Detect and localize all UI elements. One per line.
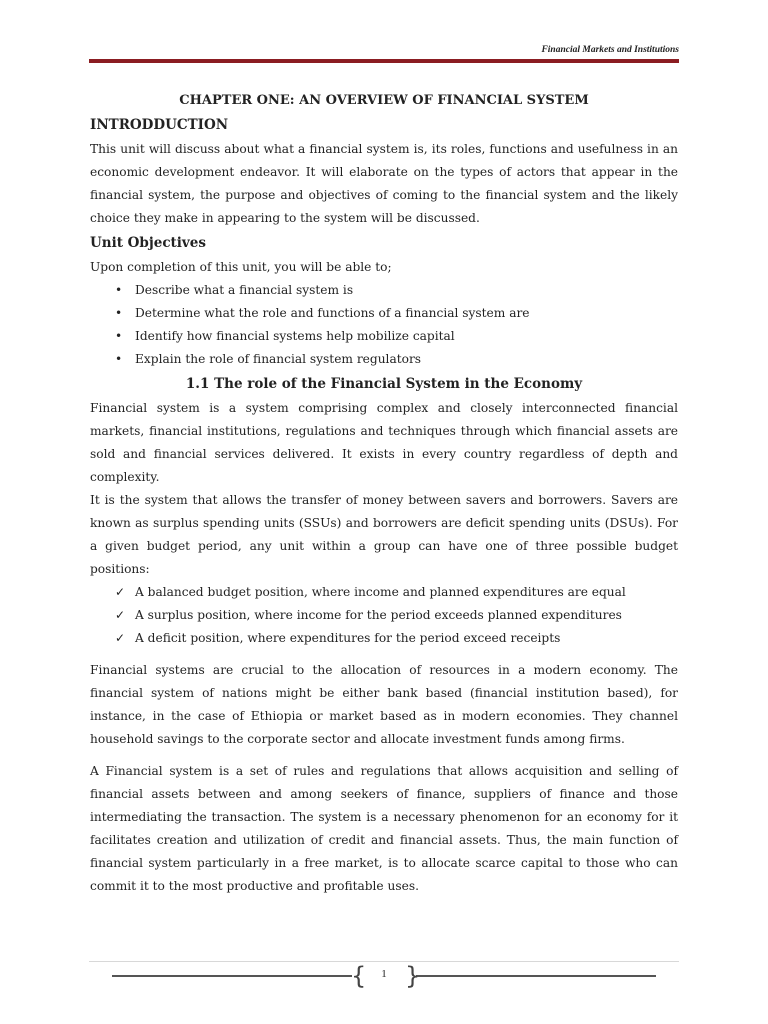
footer-divider (89, 961, 679, 962)
running-header-title: Financial Markets and Institutions (541, 45, 679, 55)
checkmark-icon: ✓ (115, 631, 126, 645)
unit-objectives-heading: Unit Objectives (90, 235, 206, 251)
section-paragraph-1: Financial system is a system comprising complex and closely interconnected financial markets, financial institutions, regulations and techniques through which financial assets are sold and financial services delivered. It exists in every country regardless of depth and complexity. (90, 401, 678, 484)
chapter-title: CHAPTER ONE: AN OVERVIEW OF FINANCIAL SYSTEM (179, 93, 589, 108)
header-rule (89, 59, 679, 63)
right-brace-icon: } (405, 962, 421, 990)
section-1-1-heading: 1.1 The role of the Financial System in the Economy (185, 376, 583, 392)
checkmark-icon: ✓ (115, 585, 126, 599)
page-body (90, 90, 678, 898)
introduction-heading: INTRODDUCTION (90, 117, 229, 133)
section-paragraph-4: A Financial system is a set of rules and regulations that allows acquisition and selling of financial assets between and among seekers of finance, suppliers of finance and those intermediating the transaction. The system is a necessary phenomenon for an economy for it facilitates creation and utilization of credit and financial assets. Thus, the main function of financial system particularly in a free market, is to allocate scarce capital to those who can commit it to the most productive and profitable uses. (90, 764, 678, 893)
list-item: • Describe what a financial system is (115, 279, 678, 302)
list-item: • Explain the role of financial system regulators (115, 348, 678, 371)
objectives-list (90, 279, 678, 371)
list-item: ✓ A surplus position, where income for the period exceeds planned expenditures (115, 604, 678, 627)
list-item: ✓ A balanced budget position, where income and planned expenditures are equal (115, 581, 678, 604)
list-item: • Determine what the role and functions of a financial system are (115, 302, 678, 325)
checkmark-icon: ✓ (115, 608, 126, 622)
left-brace-icon: { (351, 962, 367, 990)
section-paragraph-2: It is the system that allows the transfer of money between savers and borrowers. Savers are known as surplus spending units (SSUs) and borrowers are deficit spending units (DSUs). For a given budget period, any unit within a group can have one of three possible budget positions: (90, 493, 678, 576)
list-item: ✓ A deficit position, where expenditures for the period exceed receipts (115, 627, 678, 650)
footer-line-left (112, 975, 352, 977)
objectives-intro: Upon completion of this unit, you will be able to; (90, 260, 392, 274)
budget-positions-list (90, 581, 678, 650)
section-paragraph-3: Financial systems are crucial to the allocation of resources in a modern economy. The financial system of nations might be either bank based (financial institution based), for instance, in the case of Ethiopia or market based as in modern economies. They channel household savings to the corporate sector and allocate investment funds among firms. (90, 663, 678, 746)
footer-line-right (416, 975, 656, 977)
bullet-icon: • (115, 329, 123, 343)
bullet-icon: • (115, 352, 123, 366)
bullet-icon: • (115, 306, 123, 320)
introduction-paragraph: This unit will discuss about what a financial system is, its roles, functions and usefulness in an economic development endeavor. It will elaborate on the types of actors that appear in the financial system, the purpose and objectives of coming to the financial system and the likely choice they make in appearing to the system will be discussed. (90, 142, 678, 225)
bullet-icon: • (115, 283, 123, 297)
page-number: 1 (381, 968, 387, 980)
list-item: • Identify how financial systems help mobilize capital (115, 325, 678, 348)
